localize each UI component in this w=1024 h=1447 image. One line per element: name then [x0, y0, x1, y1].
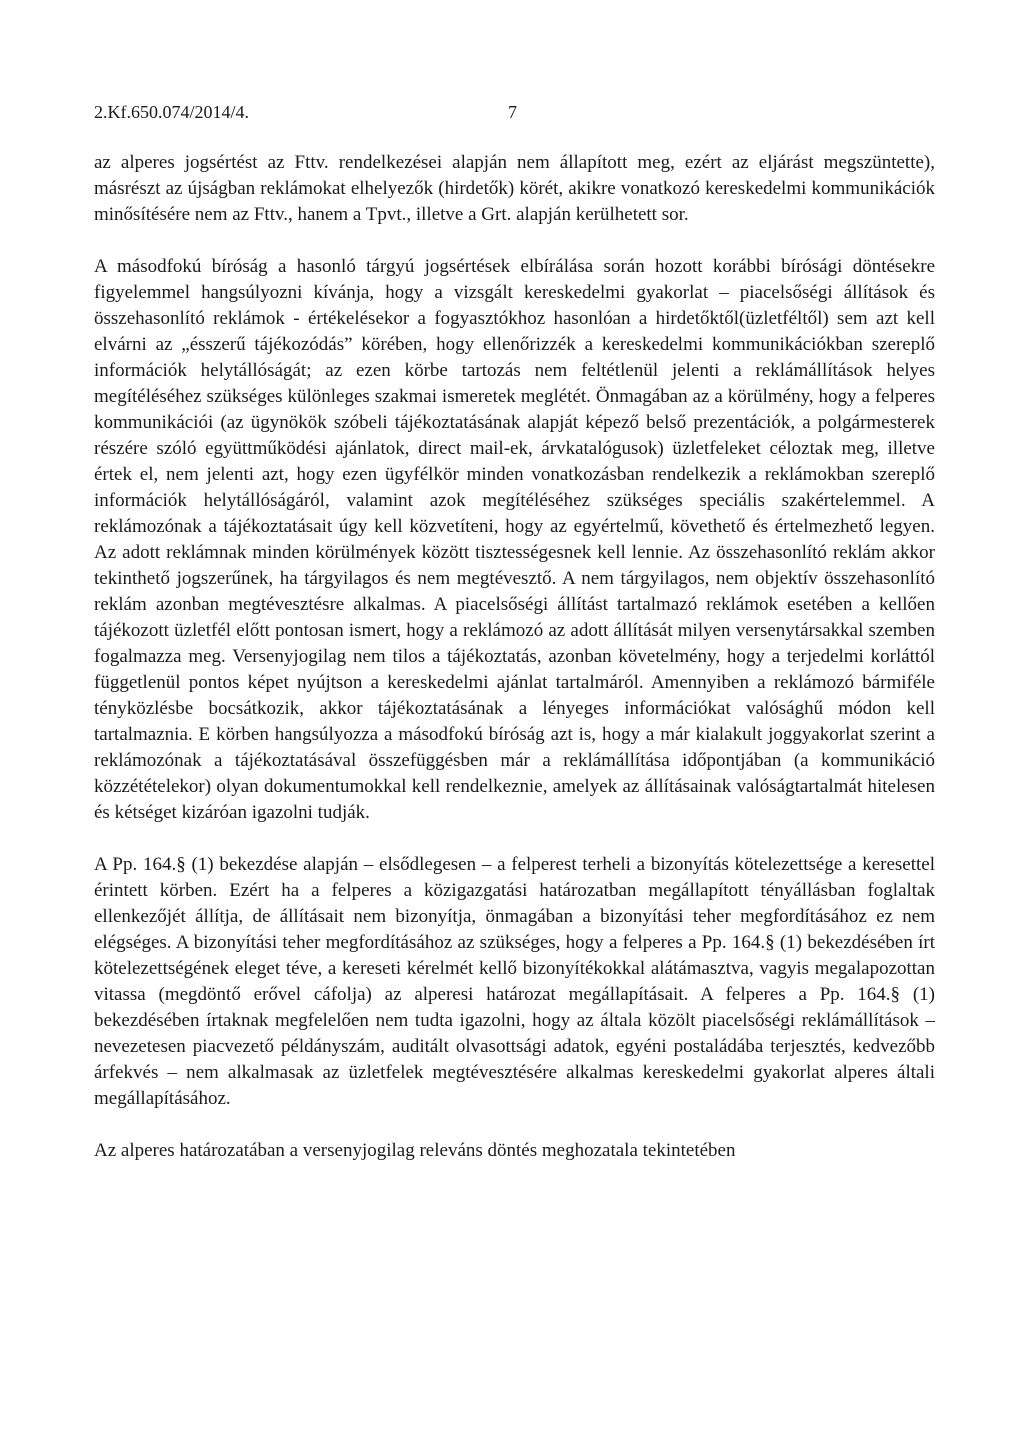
- body-text: [94, 150, 935, 1164]
- page-header: [94, 102, 930, 126]
- paragraph-3: A Pp. 164.§ (1) bekezdése alapján – elsődlegesen – a felperest terheli a bizonyítás kötelezettsége a keresettel érintett körben. Ezért ha a felperes a közigazgatási határozatban megállapított tényállásban foglaltak ellenkezőjét állítja, de állításait nem bizonyítja, önmagában a bizonyítási teher megfordításához ez nem elégséges. A bizonyítási teher megfordításához az szükséges, hogy a felperes a Pp. 164.§ (1) bekezdésében írt kötelezettségének eleget téve, a kereseti kérelmét kellő bizonyítékokkal alátámasztva, vagyis megalapozottan vitassa (megdöntő erővel cáfolja) az alperesi határozat megállapításait. A felperes a Pp. 164.§ (1) bekezdésében írtaknak megfelelően nem tudta igazolni, hogy az általa közölt piacelsőségi reklámállítások – nevezetesen piacvezető példányszám, auditált olvasottsági adatok, egyéni postaládába terjesztés, kedvezőbb árfekvés – nem alkalmasak az üzletfelek megtévesztésére alkalmas kereskedelmi gyakorlat alperes általi megállapításához.: [94, 854, 935, 1109]
- paragraph-4: Az alperes határozatában a versenyjogilag releváns döntés meghozatala tekintetében: [94, 1140, 736, 1161]
- paragraph-1: az alperes jogsértést az Fttv. rendelkezései alapján nem állapított meg, ezért az eljárást megszüntette), másrészt az újságban reklámokat elhelyezők (hirdetők) körét, akikre vonatkozó kereskedelmi kommunikációk minősítésére nem az Fttv., hanem a Tpvt., illetve a Grt. alapján kerülhetett sor.: [94, 152, 935, 225]
- paragraph-2: A másodfokú bíróság a hasonló tárgyú jogsértések elbírálása során hozott korábbi bírósági döntésekre figyelemmel hangsúlyozni kívánja, hogy a vizsgált kereskedelmi gyakorlat – piacelsőségi állítások és összehasonlító reklámok - értékelésekor a fogyasztókhoz hasonlóan a hirdetőktől(üzletféltől) sem azt kell elvárni az „ésszerű tájékozódás” körében, hogy ellenőrizzék a kereskedelmi kommunikációkban szereplő információk helytállóságát; az ezen körbe tartozás nem feltétlenül jelenti a reklámállítások helyes megítéléséhez szükséges különleges szakmai ismeretek meglétét. Önmagában az a körülmény, hogy a felperes kommunikációi (az ügynökök szóbeli tájékoztatásának alapját képező belső prezentációk, a polgármesterek részére szóló együttműködési ajánlatok, direct mail-ek, árvkatalógusok) üzletfeleket céloztak meg, illetve értek el, nem jelenti azt, hogy ezen ügyfélkör minden vonatkozásban rendelkezik a reklámokban szereplő információk helytállóságáról, valamint azok megítéléséhez szükséges speciális szakértelemmel. A reklámozónak a tájékoztatásait úgy kell közvetíteni, hogy az egyértelmű, követhető és értelmezhető legyen. Az adott reklámnak minden körülmények között tisztességesnek kell lennie. Az összehasonlító reklám akkor tekinthető jogszerűnek, ha tárgyilagos és nem megtévesztő. A nem tárgyilagos, nem objektív összehasonlító reklám azonban megtévesztésre alkalmas. A piacelsőségi állítást tartalmazó reklámok esetében a kellően tájékozott üzletfél előtt pontosan ismert, hogy a reklámozó az adott állítását milyen versenytársakkal szemben fogalmazza meg. Versenyjogilag nem tilos a tájékoztatás, azonban követelmény, hogy a terjedelmi korláttól függetlenül pontos képet nyújtson a kereskedelmi ajánlat tartalmáról. Amennyiben a reklámozó bármiféle tényközlésbe bocsátkozik, akkor tájékoztatásának a lényeges információkat valósághű módon kell tartalmaznia. E körben hangsúlyozza a másodfokú bíróság azt is, hogy a már kialakult joggyakorlat szerint a reklámozónak a tájékoztatásával összefüggésben már a reklámállítása időpontjában (a kommunikáció közzétételekor) olyan dokumentumokkal kell rendelkeznie, amelyek az állításainak valóságtartalmát hitelesen és kétséget kizáróan igazolni tudják.: [94, 256, 935, 823]
- case-number: 2.Kf.650.074/2014/4.: [94, 102, 249, 122]
- page-number: 7: [508, 102, 517, 122]
